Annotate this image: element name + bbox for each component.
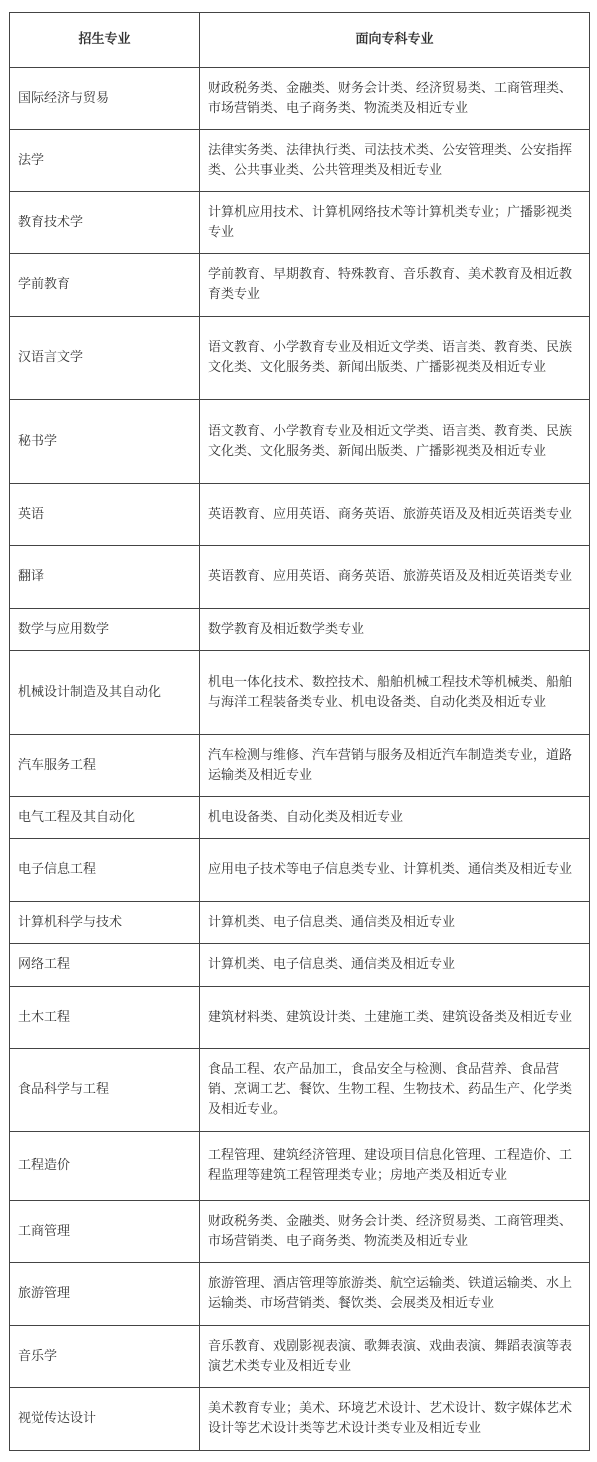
table-row <box>10 609 590 651</box>
source-cell: 汽车检测与维修、汽车营销与服务及相近汽车制造类专业，道路运输类及相近专业 <box>200 735 590 797</box>
major-cell: 音乐学 <box>10 1326 200 1388</box>
source-cell: 英语教育、应用英语、商务英语、旅游英语及及相近英语类专业 <box>200 546 590 609</box>
source-cell: 学前教育、早期教育、特殊教育、音乐教育、美术教育及相近教育类专业 <box>200 254 590 317</box>
table-row <box>10 130 590 192</box>
major-cell: 电气工程及其自动化 <box>10 797 200 839</box>
major-cell: 电子信息工程 <box>10 839 200 902</box>
table-row <box>10 797 590 839</box>
source-cell: 语文教育、小学教育专业及相近文学类、语言类、教育类、民族文化类、文化服务类、新闻出版类、广播影视类及相近专业 <box>200 317 590 400</box>
major-cell: 汽车服务工程 <box>10 735 200 797</box>
source-cell: 食品工程、农产品加工，食品安全与检测、食品营养、食品营销、烹调工艺、餐饮、生物工程、生物技术、药品生产、化学类及相近专业。 <box>200 1049 590 1132</box>
table-row <box>10 651 590 735</box>
major-cell: 土木工程 <box>10 987 200 1049</box>
source-cell: 计算机应用技术、计算机网络技术等计算机类专业；广播影视类专业 <box>200 192 590 254</box>
source-cell: 计算机类、电子信息类、通信类及相近专业 <box>200 902 590 944</box>
major-cell: 国际经济与贸易 <box>10 68 200 130</box>
major-cell: 汉语言文学 <box>10 317 200 400</box>
table-row <box>10 1326 590 1388</box>
table-row <box>10 839 590 902</box>
source-cell: 机电一体化技术、数控技术、船舶机械工程技术等机械类、船舶与海洋工程装备类专业、机电设备类、自动化类及相近专业 <box>200 651 590 735</box>
source-cell: 语文教育、小学教育专业及相近文学类、语言类、教育类、民族文化类、文化服务类、新闻出版类、广播影视类及相近专业 <box>200 400 590 484</box>
source-cell: 数学教育及相近数学类专业 <box>200 609 590 651</box>
major-cell: 网络工程 <box>10 944 200 987</box>
table-row <box>10 1201 590 1263</box>
major-cell: 秘书学 <box>10 400 200 484</box>
major-cell: 视觉传达设计 <box>10 1388 200 1451</box>
table-row <box>10 1388 590 1451</box>
major-cell: 食品科学与工程 <box>10 1049 200 1132</box>
source-cell: 建筑材料类、建筑设计类、土建施工类、建筑设备类及相近专业 <box>200 987 590 1049</box>
major-cell: 翻译 <box>10 546 200 609</box>
source-cell: 美术教育专业；美术、环境艺术设计、艺术设计、数字媒体艺术设计等艺术设计类等艺术设计类专业及相近专业 <box>200 1388 590 1451</box>
source-cell: 旅游管理、酒店管理等旅游类、航空运输类、铁道运输类、水上运输类、市场营销类、餐饮类、会展类及相近专业 <box>200 1263 590 1326</box>
table-row <box>10 944 590 987</box>
table-row <box>10 902 590 944</box>
header-source-major: 面向专科专业 <box>200 13 590 68</box>
source-cell: 计算机类、电子信息类、通信类及相近专业 <box>200 944 590 987</box>
major-cell: 机械设计制造及其自动化 <box>10 651 200 735</box>
source-cell: 财政税务类、金融类、财务会计类、经济贸易类、工商管理类、市场营销类、电子商务类、物流类及相近专业 <box>200 68 590 130</box>
table-row <box>10 317 590 400</box>
table-row <box>10 987 590 1049</box>
table-row <box>10 1049 590 1132</box>
source-cell: 工程管理、建筑经济管理、建设项目信息化管理、工程造价、工程监理等建筑工程管理类专业；房地产类及相近专业 <box>200 1132 590 1201</box>
majors-table <box>9 12 590 1451</box>
major-cell: 教育技术学 <box>10 192 200 254</box>
table-row <box>10 484 590 546</box>
majors-table-container <box>9 12 589 1451</box>
source-cell: 法律实务类、法律执行类、司法技术类、公安管理类、公安指挥类、公共事业类、公共管理类及相近专业 <box>200 130 590 192</box>
major-cell: 计算机科学与技术 <box>10 902 200 944</box>
source-cell: 机电设备类、自动化类及相近专业 <box>200 797 590 839</box>
major-cell: 学前教育 <box>10 254 200 317</box>
major-cell: 工商管理 <box>10 1201 200 1263</box>
table-row <box>10 68 590 130</box>
source-cell: 音乐教育、戏剧影视表演、歌舞表演、戏曲表演、舞蹈表演等表演艺术类专业及相近专业 <box>200 1326 590 1388</box>
source-cell: 财政税务类、金融类、财务会计类、经济贸易类、工商管理类、市场营销类、电子商务类、物流类及相近专业 <box>200 1201 590 1263</box>
table-row <box>10 254 590 317</box>
table-row <box>10 1263 590 1326</box>
major-cell: 英语 <box>10 484 200 546</box>
major-cell: 数学与应用数学 <box>10 609 200 651</box>
table-row <box>10 735 590 797</box>
table-row <box>10 192 590 254</box>
table-row <box>10 1132 590 1201</box>
header-enrollment-major: 招生专业 <box>10 13 200 68</box>
source-cell: 英语教育、应用英语、商务英语、旅游英语及及相近英语类专业 <box>200 484 590 546</box>
major-cell: 旅游管理 <box>10 1263 200 1326</box>
table-header-row <box>10 13 590 68</box>
source-cell: 应用电子技术等电子信息类专业、计算机类、通信类及相近专业 <box>200 839 590 902</box>
table-row <box>10 400 590 484</box>
major-cell: 工程造价 <box>10 1132 200 1201</box>
major-cell: 法学 <box>10 130 200 192</box>
table-row <box>10 546 590 609</box>
